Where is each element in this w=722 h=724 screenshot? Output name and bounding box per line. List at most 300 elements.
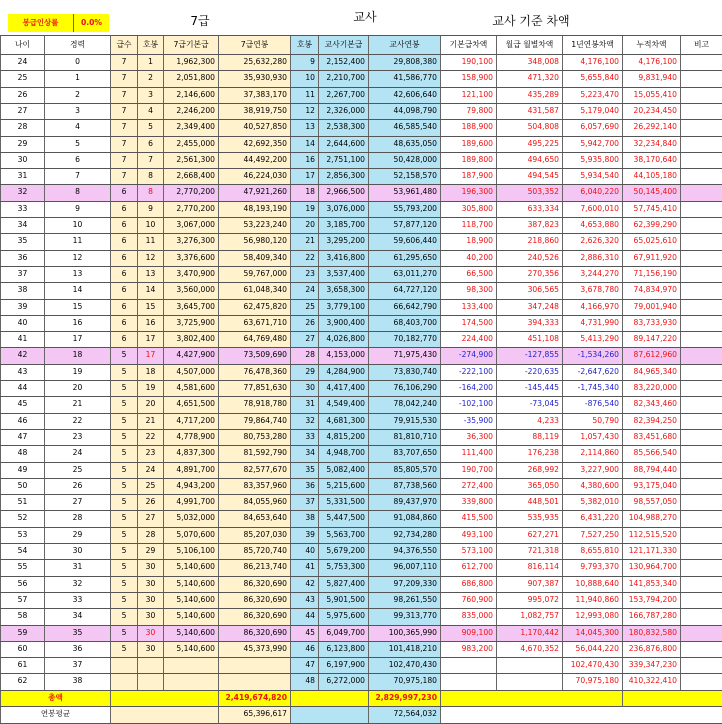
teacher-step-cell[interactable]: 13	[290, 119, 318, 136]
base-diff-cell[interactable]: 189,600	[440, 136, 496, 153]
career-cell[interactable]: 9	[44, 201, 110, 218]
grade7-base-cell[interactable]: 2,246,200	[163, 103, 218, 120]
teacher-step-cell[interactable]: 48	[290, 673, 318, 690]
teacher-step-cell[interactable]: 20	[290, 217, 318, 234]
annual-diff-cell[interactable]: 5,382,010	[562, 494, 622, 511]
grade-cell[interactable]: 6	[110, 331, 137, 348]
base-diff-cell[interactable]: -102,100	[440, 396, 496, 413]
remarks-cell[interactable]	[680, 494, 722, 511]
teacher-base-cell[interactable]: 2,751,100	[318, 152, 368, 169]
grade7-base-cell[interactable]: 2,455,000	[163, 136, 218, 153]
remarks-cell[interactable]	[680, 445, 722, 462]
teacher-base-cell[interactable]: 2,538,300	[318, 119, 368, 136]
grade7-annual-cell[interactable]: 73,509,690	[218, 347, 290, 364]
remarks-cell[interactable]	[680, 70, 722, 87]
career-cell[interactable]: 38	[44, 673, 110, 690]
teacher-annual-cell[interactable]: 101,418,210	[368, 641, 440, 658]
teacher-step-cell[interactable]: 42	[290, 576, 318, 593]
teacher-annual-cell[interactable]: 98,261,550	[368, 592, 440, 609]
teacher-base-cell[interactable]: 5,082,400	[318, 462, 368, 479]
career-cell[interactable]: 34	[44, 608, 110, 625]
remarks-cell[interactable]	[680, 576, 722, 593]
annual-diff-cell[interactable]: 4,166,970	[562, 299, 622, 316]
teacher-step-cell[interactable]: 16	[290, 152, 318, 169]
age-cell[interactable]: 27	[0, 103, 44, 120]
annual-diff-cell[interactable]: 2,626,320	[562, 233, 622, 250]
teacher-step-cell[interactable]: 29	[290, 364, 318, 381]
teacher-annual-cell[interactable]: 64,727,120	[368, 282, 440, 299]
age-cell[interactable]: 56	[0, 576, 44, 593]
step-cell[interactable]	[137, 673, 163, 690]
step-cell[interactable]: 3	[137, 87, 163, 104]
monthly-diff-cell[interactable]	[496, 673, 562, 690]
teacher-step-cell[interactable]: 45	[290, 625, 318, 642]
annual-diff-cell[interactable]: 5,179,040	[562, 103, 622, 120]
base-diff-cell[interactable]: -274,900	[440, 347, 496, 364]
cumulative-diff-cell[interactable]: 9,831,940	[622, 70, 680, 87]
teacher-annual-cell[interactable]: 53,961,480	[368, 184, 440, 201]
career-cell[interactable]: 14	[44, 282, 110, 299]
monthly-diff-cell[interactable]: 348,008	[496, 54, 562, 71]
grade-cell[interactable]: 5	[110, 625, 137, 642]
annual-diff-cell[interactable]: 3,244,270	[562, 266, 622, 283]
teacher-base-cell[interactable]: 3,900,400	[318, 315, 368, 332]
career-cell[interactable]: 0	[44, 54, 110, 71]
grade7-annual-cell[interactable]: 44,492,200	[218, 152, 290, 169]
monthly-diff-cell[interactable]: 240,526	[496, 250, 562, 267]
grade7-base-cell[interactable]: 3,067,000	[163, 217, 218, 234]
cumulative-diff-cell[interactable]: 44,105,180	[622, 168, 680, 185]
cumulative-diff-cell[interactable]: 32,234,840	[622, 136, 680, 153]
grade-cell[interactable]: 5	[110, 478, 137, 495]
teacher-annual-cell[interactable]: 81,810,710	[368, 429, 440, 446]
grade7-base-cell[interactable]: 3,802,400	[163, 331, 218, 348]
grade7-base-cell[interactable]: 5,032,000	[163, 510, 218, 527]
annual-diff-cell[interactable]: 11,940,860	[562, 592, 622, 609]
grade7-annual-cell[interactable]: 86,320,690	[218, 576, 290, 593]
annual-diff-cell[interactable]: 4,380,600	[562, 478, 622, 495]
grade7-annual-cell[interactable]: 83,357,960	[218, 478, 290, 495]
teacher-annual-cell[interactable]: 73,830,740	[368, 364, 440, 381]
annual-diff-cell[interactable]: 1,057,430	[562, 429, 622, 446]
teacher-base-cell[interactable]: 4,026,800	[318, 331, 368, 348]
teacher-base-cell[interactable]: 5,753,300	[318, 559, 368, 576]
base-diff-cell[interactable]: 686,800	[440, 576, 496, 593]
monthly-diff-cell[interactable]: 4,233	[496, 413, 562, 430]
remarks-cell[interactable]	[680, 331, 722, 348]
career-cell[interactable]: 23	[44, 429, 110, 446]
base-diff-cell[interactable]: 190,700	[440, 462, 496, 479]
teacher-annual-cell[interactable]: 41,586,770	[368, 70, 440, 87]
teacher-annual-cell[interactable]: 102,470,430	[368, 657, 440, 674]
grade-cell[interactable]: 6	[110, 315, 137, 332]
cumulative-diff-cell[interactable]: 62,399,290	[622, 217, 680, 234]
grade7-base-cell[interactable]: 3,470,900	[163, 266, 218, 283]
teacher-base-cell[interactable]: 6,123,800	[318, 641, 368, 658]
base-diff-cell[interactable]: 339,800	[440, 494, 496, 511]
remarks-cell[interactable]	[680, 152, 722, 169]
monthly-diff-cell[interactable]: 270,356	[496, 266, 562, 283]
age-cell[interactable]: 62	[0, 673, 44, 690]
step-cell[interactable]: 25	[137, 478, 163, 495]
cumulative-diff-cell[interactable]: 93,175,040	[622, 478, 680, 495]
remarks-cell[interactable]	[680, 282, 722, 299]
career-cell[interactable]: 36	[44, 641, 110, 658]
monthly-diff-cell[interactable]: 504,808	[496, 119, 562, 136]
remarks-cell[interactable]	[680, 168, 722, 185]
annual-diff-cell[interactable]: -1,534,260	[562, 347, 622, 364]
age-cell[interactable]: 37	[0, 266, 44, 283]
age-cell[interactable]: 45	[0, 396, 44, 413]
teacher-step-cell[interactable]: 12	[290, 103, 318, 120]
grade7-base-cell[interactable]: 5,140,600	[163, 592, 218, 609]
grade7-annual-cell[interactable]: 84,055,960	[218, 494, 290, 511]
base-diff-cell[interactable]: 174,500	[440, 315, 496, 332]
age-cell[interactable]: 60	[0, 641, 44, 658]
teacher-annual-cell[interactable]: 79,915,530	[368, 413, 440, 430]
teacher-step-cell[interactable]: 21	[290, 233, 318, 250]
age-cell[interactable]: 57	[0, 592, 44, 609]
annual-diff-cell[interactable]: 14,045,300	[562, 625, 622, 642]
teacher-annual-cell[interactable]: 70,975,180	[368, 673, 440, 690]
grade7-base-cell[interactable]: 3,276,300	[163, 233, 218, 250]
grade7-base-cell[interactable]: 3,645,700	[163, 299, 218, 316]
remarks-cell[interactable]	[680, 201, 722, 218]
teacher-average[interactable]: 72,564,032	[368, 706, 440, 723]
teacher-base-cell[interactable]: 3,779,100	[318, 299, 368, 316]
career-cell[interactable]: 5	[44, 136, 110, 153]
base-diff-cell[interactable]: 188,900	[440, 119, 496, 136]
career-cell[interactable]: 17	[44, 331, 110, 348]
annual-diff-cell[interactable]: 9,793,370	[562, 559, 622, 576]
grade7-annual-cell[interactable]: 62,475,820	[218, 299, 290, 316]
annual-diff-cell[interactable]: 5,935,800	[562, 152, 622, 169]
base-diff-cell[interactable]: 415,500	[440, 510, 496, 527]
teacher-annual-cell[interactable]: 55,793,200	[368, 201, 440, 218]
step-cell[interactable]: 30	[137, 576, 163, 593]
base-diff-cell[interactable]: 158,900	[440, 70, 496, 87]
remarks-cell[interactable]	[680, 478, 722, 495]
career-cell[interactable]: 32	[44, 576, 110, 593]
teacher-step-cell[interactable]: 18	[290, 184, 318, 201]
grade7-annual-cell[interactable]: 86,213,740	[218, 559, 290, 576]
teacher-base-cell[interactable]: 6,197,900	[318, 657, 368, 674]
base-diff-cell[interactable]: 121,100	[440, 87, 496, 104]
annual-diff-cell[interactable]: -1,745,340	[562, 380, 622, 397]
cumulative-diff-cell[interactable]: 141,853,340	[622, 576, 680, 593]
age-cell[interactable]: 52	[0, 510, 44, 527]
monthly-diff-cell[interactable]: 494,650	[496, 152, 562, 169]
cumulative-diff-cell[interactable]: 87,612,960	[622, 347, 680, 364]
remarks-cell[interactable]	[680, 119, 722, 136]
base-diff-cell[interactable]: 272,400	[440, 478, 496, 495]
age-cell[interactable]: 48	[0, 445, 44, 462]
base-diff-cell[interactable]: 612,700	[440, 559, 496, 576]
cumulative-diff-cell[interactable]: 83,220,000	[622, 380, 680, 397]
teacher-annual-cell[interactable]: 96,007,110	[368, 559, 440, 576]
remarks-cell[interactable]	[680, 103, 722, 120]
teacher-annual-cell[interactable]: 46,585,540	[368, 119, 440, 136]
career-cell[interactable]: 37	[44, 657, 110, 674]
grade7-annual-cell[interactable]: 48,193,190	[218, 201, 290, 218]
grade-cell[interactable]: 5	[110, 510, 137, 527]
remarks-cell[interactable]	[680, 657, 722, 674]
base-diff-cell[interactable]: 835,000	[440, 608, 496, 625]
grade-cell[interactable]: 7	[110, 152, 137, 169]
teacher-base-cell[interactable]: 2,152,400	[318, 54, 368, 71]
grade-cell[interactable]: 5	[110, 559, 137, 576]
grade7-base-cell[interactable]: 1,962,300	[163, 54, 218, 71]
cumulative-diff-cell[interactable]: 79,001,940	[622, 299, 680, 316]
remarks-cell[interactable]	[680, 413, 722, 430]
cumulative-diff-cell[interactable]: 50,145,400	[622, 184, 680, 201]
grade7-average[interactable]: 65,396,617	[218, 706, 290, 723]
teacher-base-cell[interactable]: 3,076,000	[318, 201, 368, 218]
annual-diff-cell[interactable]: 56,044,220	[562, 641, 622, 658]
teacher-base-cell[interactable]: 4,284,900	[318, 364, 368, 381]
grade7-annual-cell[interactable]: 37,383,170	[218, 87, 290, 104]
career-cell[interactable]: 15	[44, 299, 110, 316]
monthly-diff-cell[interactable]	[496, 657, 562, 674]
teacher-annual-cell[interactable]: 66,642,790	[368, 299, 440, 316]
remarks-cell[interactable]	[680, 87, 722, 104]
monthly-diff-cell[interactable]: 995,072	[496, 592, 562, 609]
monthly-diff-cell[interactable]: 435,289	[496, 87, 562, 104]
teacher-step-cell[interactable]: 28	[290, 347, 318, 364]
grade7-base-cell[interactable]: 4,717,200	[163, 413, 218, 430]
teacher-base-cell[interactable]: 2,966,500	[318, 184, 368, 201]
base-diff-cell[interactable]: 305,800	[440, 201, 496, 218]
career-cell[interactable]: 6	[44, 152, 110, 169]
step-cell[interactable]: 23	[137, 445, 163, 462]
teacher-step-cell[interactable]: 44	[290, 608, 318, 625]
age-cell[interactable]: 34	[0, 217, 44, 234]
raise-rate-value[interactable]: 0.0%	[73, 14, 109, 32]
remarks-cell[interactable]	[680, 54, 722, 71]
grade-cell[interactable]: 6	[110, 233, 137, 250]
teacher-step-cell[interactable]: 31	[290, 396, 318, 413]
grade7-annual-cell[interactable]: 53,223,240	[218, 217, 290, 234]
base-diff-cell[interactable]	[440, 657, 496, 674]
monthly-diff-cell[interactable]: 306,565	[496, 282, 562, 299]
grade7-base-cell[interactable]: 5,070,600	[163, 527, 218, 544]
annual-diff-cell[interactable]: 2,114,860	[562, 445, 622, 462]
remarks-cell[interactable]	[680, 673, 722, 690]
monthly-diff-cell[interactable]: 471,320	[496, 70, 562, 87]
step-cell[interactable]: 7	[137, 152, 163, 169]
teacher-step-cell[interactable]: 11	[290, 87, 318, 104]
cumulative-diff-cell[interactable]: 20,234,450	[622, 103, 680, 120]
remarks-cell[interactable]	[680, 592, 722, 609]
grade-cell[interactable]: 7	[110, 119, 137, 136]
cumulative-diff-cell[interactable]: 180,832,580	[622, 625, 680, 642]
grade7-annual-cell[interactable]: 61,048,340	[218, 282, 290, 299]
grade7-base-cell[interactable]: 5,106,100	[163, 543, 218, 560]
annual-diff-cell[interactable]: -2,647,620	[562, 364, 622, 381]
step-cell[interactable]: 19	[137, 380, 163, 397]
grade7-base-cell[interactable]: 2,051,800	[163, 70, 218, 87]
grade-cell[interactable]: 5	[110, 592, 137, 609]
cumulative-diff-cell[interactable]: 74,834,970	[622, 282, 680, 299]
teacher-step-cell[interactable]: 27	[290, 331, 318, 348]
teacher-annual-cell[interactable]: 97,209,330	[368, 576, 440, 593]
teacher-annual-cell[interactable]: 91,084,860	[368, 510, 440, 527]
grade-cell[interactable]: 6	[110, 299, 137, 316]
monthly-diff-cell[interactable]: 1,082,757	[496, 608, 562, 625]
teacher-step-cell[interactable]: 25	[290, 299, 318, 316]
teacher-base-cell[interactable]: 4,153,000	[318, 347, 368, 364]
base-diff-cell[interactable]: 98,300	[440, 282, 496, 299]
remarks-cell[interactable]	[680, 266, 722, 283]
age-cell[interactable]: 36	[0, 250, 44, 267]
monthly-diff-cell[interactable]: 816,114	[496, 559, 562, 576]
teacher-base-cell[interactable]: 2,267,700	[318, 87, 368, 104]
grade-cell[interactable]: 5	[110, 413, 137, 430]
grade7-annual-cell[interactable]: 25,632,280	[218, 54, 290, 71]
career-cell[interactable]: 30	[44, 543, 110, 560]
monthly-diff-cell[interactable]: -220,635	[496, 364, 562, 381]
teacher-base-cell[interactable]: 5,563,700	[318, 527, 368, 544]
monthly-diff-cell[interactable]: 365,050	[496, 478, 562, 495]
step-cell[interactable]: 17	[137, 331, 163, 348]
grade-cell[interactable]: 5	[110, 347, 137, 364]
cumulative-diff-cell[interactable]: 88,794,440	[622, 462, 680, 479]
monthly-diff-cell[interactable]: 431,587	[496, 103, 562, 120]
annual-diff-cell[interactable]: 7,600,010	[562, 201, 622, 218]
step-cell[interactable]: 30	[137, 625, 163, 642]
age-cell[interactable]: 47	[0, 429, 44, 446]
grade7-annual-cell[interactable]: 46,224,030	[218, 168, 290, 185]
age-cell[interactable]: 51	[0, 494, 44, 511]
teacher-base-cell[interactable]: 5,679,200	[318, 543, 368, 560]
grade7-annual-cell[interactable]: 77,851,630	[218, 380, 290, 397]
step-cell[interactable]: 6	[137, 136, 163, 153]
base-diff-cell[interactable]: 79,800	[440, 103, 496, 120]
remarks-cell[interactable]	[680, 380, 722, 397]
step-cell[interactable]: 29	[137, 543, 163, 560]
career-cell[interactable]: 35	[44, 625, 110, 642]
monthly-diff-cell[interactable]: 907,387	[496, 576, 562, 593]
base-diff-cell[interactable]: -164,200	[440, 380, 496, 397]
cumulative-diff-cell[interactable]: 84,965,340	[622, 364, 680, 381]
age-cell[interactable]: 39	[0, 299, 44, 316]
teacher-annual-cell[interactable]: 61,295,650	[368, 250, 440, 267]
monthly-diff-cell[interactable]: 495,225	[496, 136, 562, 153]
career-cell[interactable]: 26	[44, 478, 110, 495]
career-cell[interactable]: 16	[44, 315, 110, 332]
teacher-step-cell[interactable]: 23	[290, 266, 318, 283]
grade7-annual-cell[interactable]: 85,207,030	[218, 527, 290, 544]
step-cell[interactable]: 2	[137, 70, 163, 87]
base-diff-cell[interactable]: 118,700	[440, 217, 496, 234]
step-cell[interactable]: 13	[137, 266, 163, 283]
grade-cell[interactable]: 5	[110, 445, 137, 462]
monthly-diff-cell[interactable]: 627,271	[496, 527, 562, 544]
step-cell[interactable]: 30	[137, 592, 163, 609]
base-diff-cell[interactable]: 66,500	[440, 266, 496, 283]
annual-diff-cell[interactable]: 10,888,640	[562, 576, 622, 593]
teacher-base-cell[interactable]: 4,948,700	[318, 445, 368, 462]
cumulative-diff-cell[interactable]: 4,176,100	[622, 54, 680, 71]
teacher-step-cell[interactable]: 24	[290, 282, 318, 299]
age-cell[interactable]: 55	[0, 559, 44, 576]
annual-diff-cell[interactable]: 8,655,810	[562, 543, 622, 560]
teacher-step-cell[interactable]: 41	[290, 559, 318, 576]
base-diff-cell[interactable]: -222,100	[440, 364, 496, 381]
step-cell[interactable]: 11	[137, 233, 163, 250]
grade7-base-cell[interactable]: 5,140,600	[163, 625, 218, 642]
grade7-base-cell[interactable]: 4,891,700	[163, 462, 218, 479]
step-cell[interactable]: 21	[137, 413, 163, 430]
monthly-diff-cell[interactable]: 88,119	[496, 429, 562, 446]
career-cell[interactable]: 31	[44, 559, 110, 576]
monthly-diff-cell[interactable]: 218,860	[496, 233, 562, 250]
cumulative-diff-cell[interactable]: 121,171,330	[622, 543, 680, 560]
teacher-annual-cell[interactable]: 29,808,380	[368, 54, 440, 71]
grade7-base-cell[interactable]: 5,140,600	[163, 641, 218, 658]
teacher-annual-cell[interactable]: 71,975,430	[368, 347, 440, 364]
monthly-diff-cell[interactable]: 387,823	[496, 217, 562, 234]
cumulative-diff-cell[interactable]: 89,147,220	[622, 331, 680, 348]
teacher-step-cell[interactable]: 9	[290, 54, 318, 71]
teacher-annual-cell[interactable]: 100,365,990	[368, 625, 440, 642]
step-cell[interactable]: 27	[137, 510, 163, 527]
grade7-annual-cell[interactable]: 86,320,690	[218, 625, 290, 642]
step-cell[interactable]: 24	[137, 462, 163, 479]
teacher-annual-cell[interactable]: 70,182,770	[368, 331, 440, 348]
base-diff-cell[interactable]: -35,900	[440, 413, 496, 430]
teacher-annual-cell[interactable]: 57,877,120	[368, 217, 440, 234]
grade7-base-cell[interactable]: 2,561,300	[163, 152, 218, 169]
base-diff-cell[interactable]: 36,300	[440, 429, 496, 446]
base-diff-cell[interactable]: 40,200	[440, 250, 496, 267]
cumulative-diff-cell[interactable]: 26,292,140	[622, 119, 680, 136]
teacher-step-cell[interactable]: 33	[290, 429, 318, 446]
base-diff-cell[interactable]: 760,900	[440, 592, 496, 609]
career-cell[interactable]: 20	[44, 380, 110, 397]
grade7-annual-cell[interactable]: 58,409,340	[218, 250, 290, 267]
annual-diff-cell[interactable]: 4,653,880	[562, 217, 622, 234]
annual-diff-cell[interactable]: 3,227,900	[562, 462, 622, 479]
base-diff-cell[interactable]: 189,800	[440, 152, 496, 169]
grade-cell[interactable]: 5	[110, 576, 137, 593]
step-cell[interactable]: 16	[137, 315, 163, 332]
step-cell[interactable]: 4	[137, 103, 163, 120]
grade7-annual-cell[interactable]: 84,653,640	[218, 510, 290, 527]
grade-cell[interactable]: 5	[110, 396, 137, 413]
step-cell[interactable]: 20	[137, 396, 163, 413]
remarks-cell[interactable]	[680, 347, 722, 364]
grade7-annual-cell[interactable]: 80,753,280	[218, 429, 290, 446]
cumulative-diff-cell[interactable]: 166,787,280	[622, 608, 680, 625]
base-diff-cell[interactable]: 190,100	[440, 54, 496, 71]
base-diff-cell[interactable]: 983,200	[440, 641, 496, 658]
teacher-base-cell[interactable]: 3,658,300	[318, 282, 368, 299]
teacher-step-cell[interactable]: 30	[290, 380, 318, 397]
career-cell[interactable]: 10	[44, 217, 110, 234]
annual-diff-cell[interactable]: 5,934,540	[562, 168, 622, 185]
teacher-annual-cell[interactable]: 87,738,560	[368, 478, 440, 495]
grade7-base-cell[interactable]	[163, 657, 218, 674]
teacher-base-cell[interactable]: 2,856,300	[318, 168, 368, 185]
monthly-diff-cell[interactable]: 451,108	[496, 331, 562, 348]
age-cell[interactable]: 40	[0, 315, 44, 332]
cumulative-diff-cell[interactable]: 236,876,800	[622, 641, 680, 658]
grade-cell[interactable]: 5	[110, 364, 137, 381]
monthly-diff-cell[interactable]: 448,501	[496, 494, 562, 511]
age-cell[interactable]: 25	[0, 70, 44, 87]
career-cell[interactable]: 25	[44, 462, 110, 479]
